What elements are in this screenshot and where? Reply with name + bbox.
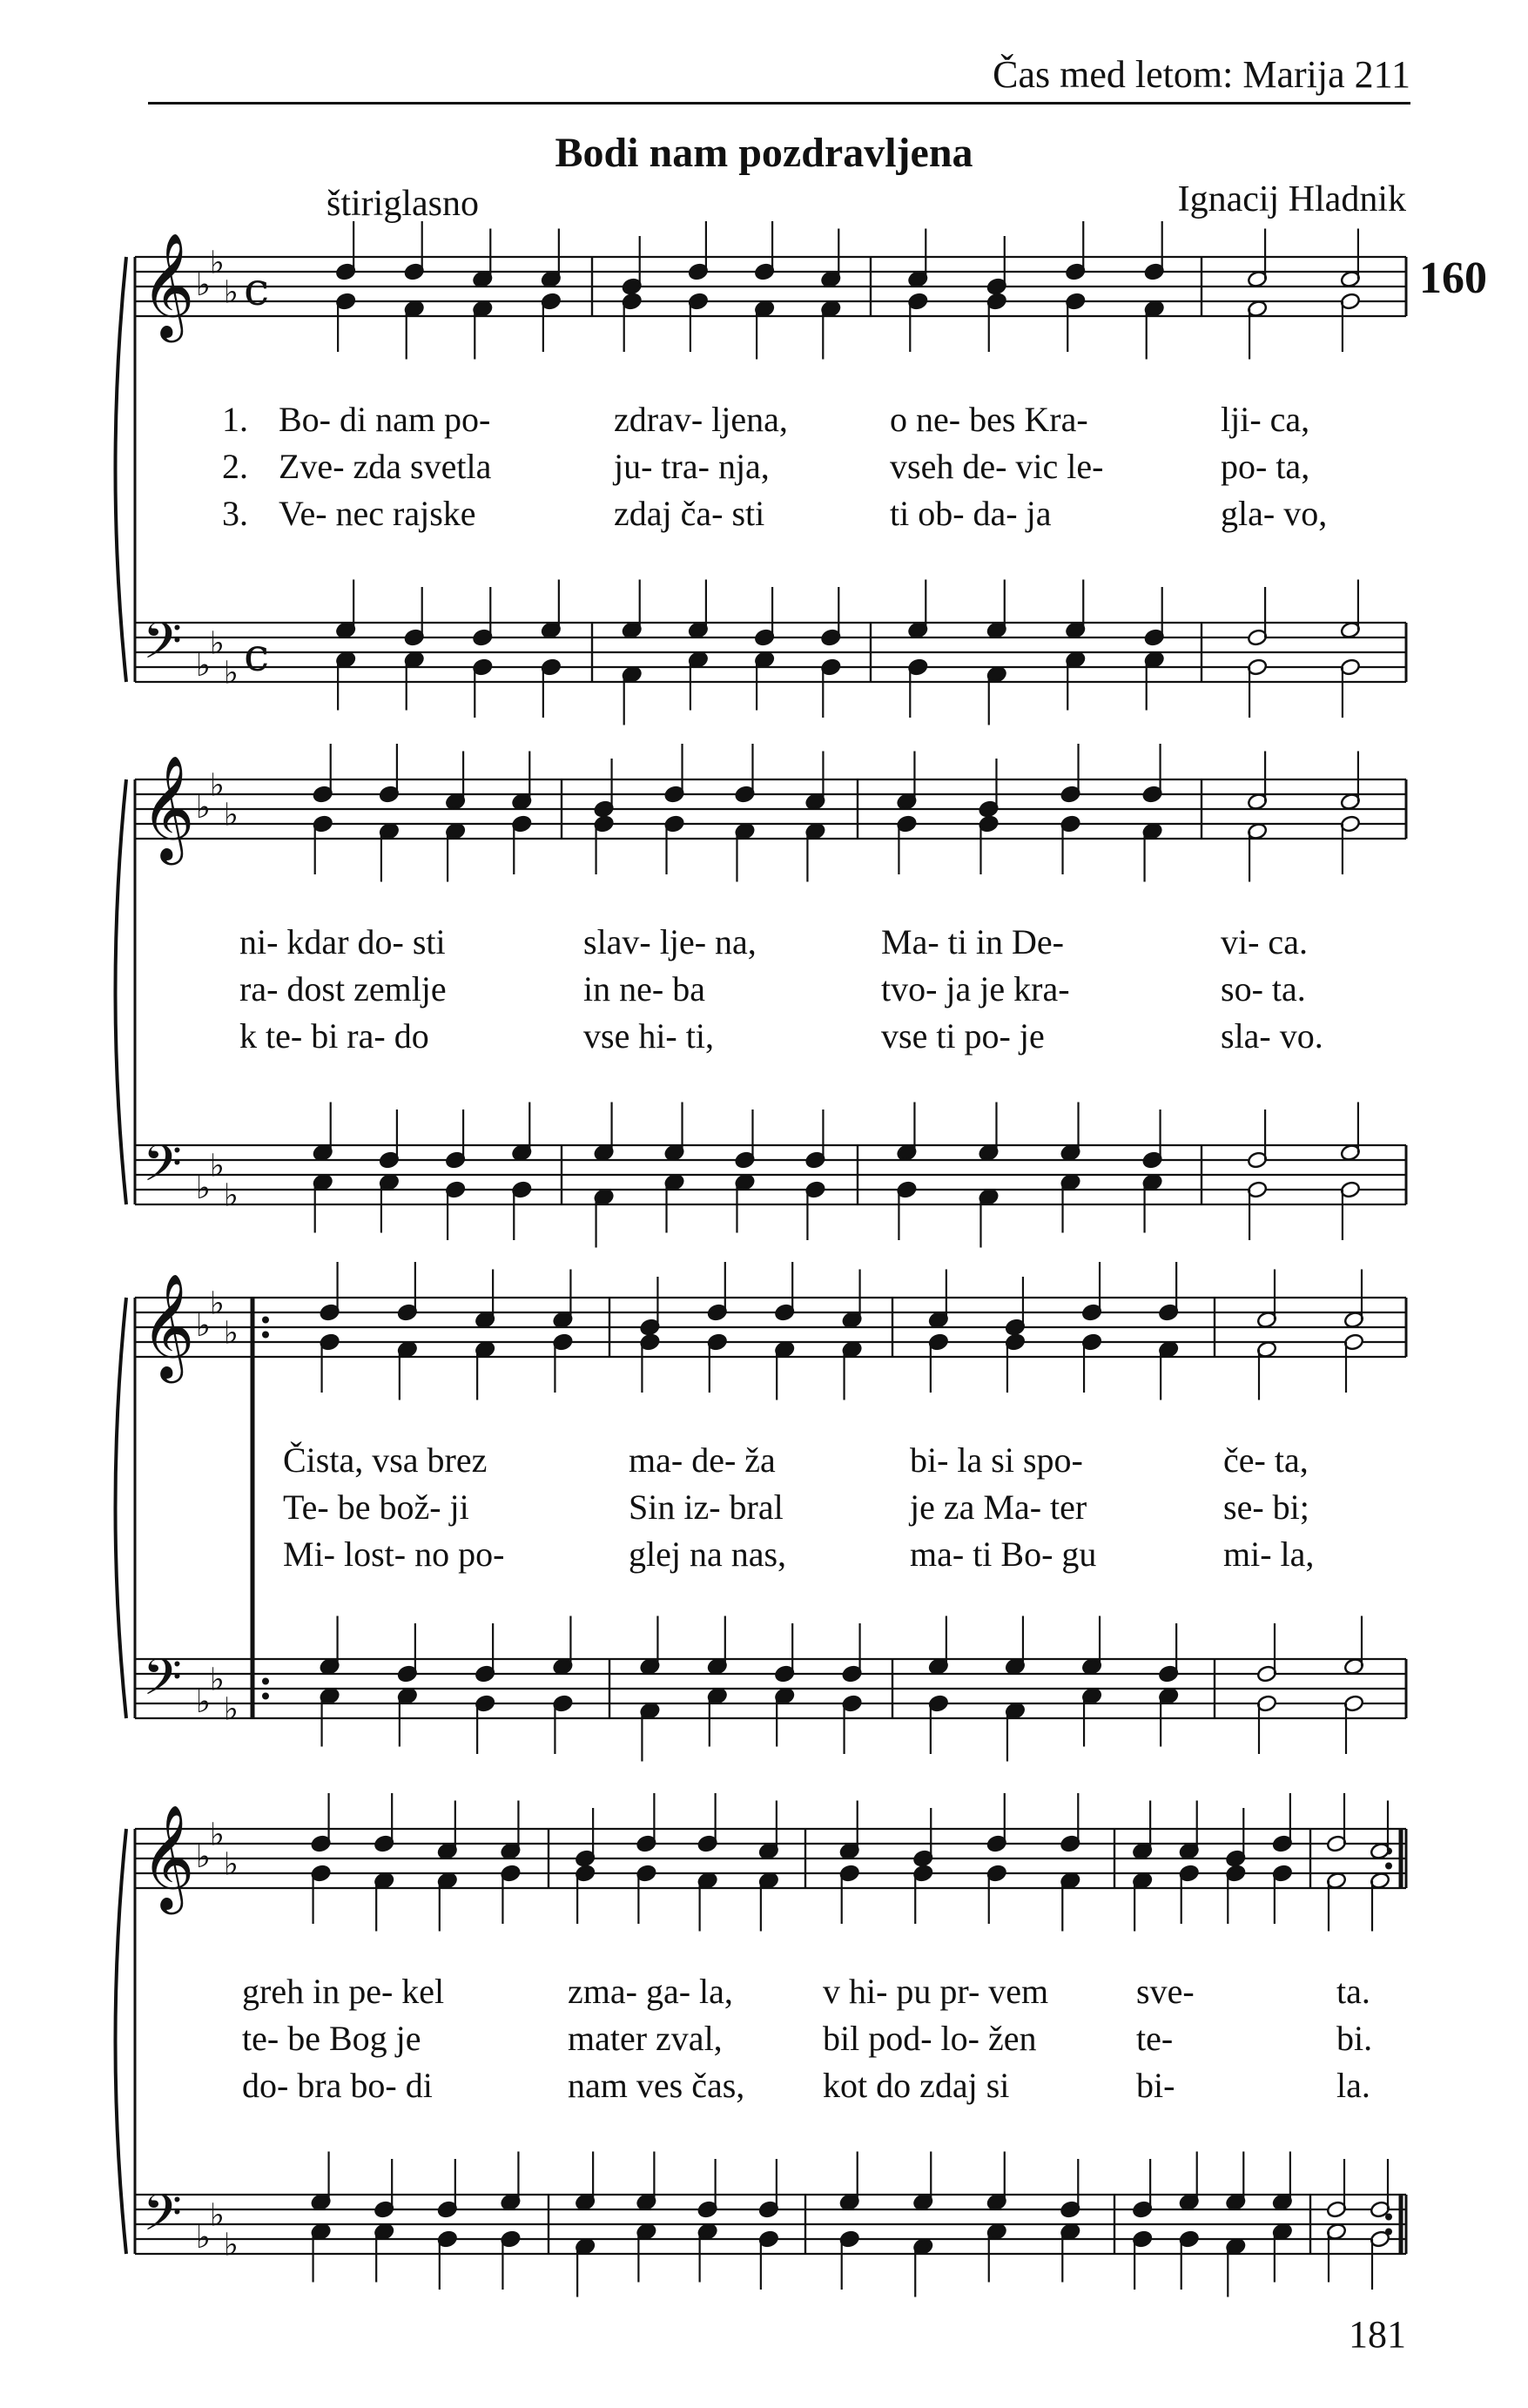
lyric-line: greh in pe- kel bbox=[242, 1972, 445, 2011]
bass-clef-icon: 𝄢 bbox=[143, 611, 183, 683]
lyric-line: Ma- ti in De- bbox=[881, 922, 1064, 961]
lyric-line: bi. bbox=[1336, 2019, 1373, 2058]
lyric-line: po- ta, bbox=[1221, 447, 1310, 486]
running-title: Čas med letom: Marija 211 bbox=[993, 53, 1410, 96]
lyric-line: vse ti po- je bbox=[881, 1016, 1045, 1056]
lyric-line: tvo- ja je kra- bbox=[881, 969, 1070, 1008]
lyric-line: zdrav- ljena, bbox=[614, 400, 788, 439]
lyric-line: ta. bbox=[1336, 1972, 1370, 2011]
lyric-line: Te- be bož- ji bbox=[283, 1487, 469, 1527]
lyric-line: Čista, vsa brez bbox=[283, 1440, 488, 1480]
flat-sign: ♭ bbox=[224, 1315, 239, 1352]
lyric-line: kot do zdaj si bbox=[823, 2066, 1010, 2105]
hymn-number: 160 bbox=[1419, 253, 1487, 303]
flat-sign: ♭ bbox=[210, 767, 225, 804]
lyric-line: so- ta. bbox=[1221, 969, 1306, 1008]
lyric-line: k te- bi ra- do bbox=[239, 1016, 429, 1056]
flat-sign: ♭ bbox=[196, 2220, 211, 2256]
lyric-line: ra- dost zemlje bbox=[239, 969, 447, 1008]
flat-sign: ♭ bbox=[196, 1684, 211, 1720]
flat-sign: ♭ bbox=[196, 1839, 211, 1875]
system-brace bbox=[116, 1829, 127, 2254]
lyric-line: bil pod- lo- žen bbox=[823, 2019, 1037, 2058]
flat-sign: ♭ bbox=[224, 274, 239, 311]
flat-sign: ♭ bbox=[210, 245, 225, 281]
flat-sign: ♭ bbox=[224, 1691, 239, 1728]
voicing-label: štiriglasno bbox=[326, 184, 479, 224]
lyrics-system3-measure1 bbox=[283, 1437, 504, 1578]
lyrics-system4-measure5 bbox=[1336, 1968, 1372, 2109]
lyric-line: vseh de- vic le- bbox=[890, 447, 1104, 486]
flat-sign: ♭ bbox=[224, 2227, 239, 2263]
lyrics-system2-measure2 bbox=[583, 919, 757, 1060]
lyric-line: lji- ca, bbox=[1221, 400, 1310, 439]
flat-sign: ♭ bbox=[196, 648, 211, 684]
lyric-line: sve- bbox=[1136, 1972, 1195, 2011]
lyric-line: se- bi; bbox=[1223, 1487, 1309, 1527]
flat-sign: ♭ bbox=[224, 797, 239, 833]
hymn-title: Bodi nam pozdravljena bbox=[555, 130, 973, 176]
flat-sign: ♭ bbox=[196, 790, 211, 826]
lyric-line: bi- la si spo- bbox=[910, 1440, 1083, 1480]
lyric-line: gla- vo, bbox=[1221, 494, 1328, 533]
lyric-line: glej na nas, bbox=[629, 1535, 787, 1574]
lyric-line: te- bbox=[1136, 2019, 1174, 2058]
lyric-line: ni- kdar do- sti bbox=[239, 922, 446, 961]
lyric-line: sla- vo. bbox=[1221, 1016, 1323, 1056]
lyric-line: te- be Bog je bbox=[242, 2019, 421, 2058]
treble-clef-icon: 𝄞 bbox=[141, 1804, 195, 1910]
lyric-line: v hi- pu pr- vem bbox=[823, 1972, 1049, 2011]
lyric-line: vse hi- ti, bbox=[583, 1016, 714, 1056]
treble-clef-icon: 𝄞 bbox=[141, 232, 195, 338]
lyrics-system1-measure1 bbox=[279, 396, 491, 537]
flat-sign: ♭ bbox=[210, 625, 225, 662]
flat-sign: ♭ bbox=[210, 2197, 225, 2234]
lyrics-system3-measure3 bbox=[910, 1437, 1096, 1578]
verse-number: 1. bbox=[222, 400, 248, 439]
system-brace bbox=[116, 257, 127, 682]
lyrics-system3-measure2 bbox=[629, 1437, 786, 1578]
flat-sign: ♭ bbox=[210, 1662, 225, 1698]
bass-clef-icon: 𝄢 bbox=[143, 1648, 183, 1719]
lyric-line: ju- tra- nja, bbox=[614, 447, 770, 486]
repeat-dot bbox=[262, 1693, 269, 1700]
lyric-line: Mi- lost- no po- bbox=[283, 1535, 505, 1574]
repeat-dot bbox=[262, 1332, 269, 1339]
lyric-line: mi- la, bbox=[1223, 1535, 1315, 1574]
lyrics-system4-measure2 bbox=[568, 1968, 744, 2109]
flat-sign: ♭ bbox=[210, 1148, 225, 1184]
lyric-line: zma- ga- la, bbox=[568, 1972, 733, 2011]
system-brace bbox=[116, 1298, 127, 1718]
page-number: 181 bbox=[1349, 2313, 1406, 2356]
lyric-line: mater zval, bbox=[568, 2019, 723, 2058]
lyric-line: ma- ti Bo- gu bbox=[910, 1535, 1097, 1574]
lyric-line: ti ob- da- ja bbox=[890, 494, 1052, 533]
lyrics-system4-measure3 bbox=[823, 1968, 1048, 2109]
lyric-line: o ne- bes Kra- bbox=[890, 400, 1088, 439]
lyric-line: Bo- di nam po- bbox=[279, 400, 491, 439]
treble-clef-icon: 𝄞 bbox=[141, 754, 195, 860]
lyrics-system2-measure4 bbox=[1221, 919, 1323, 1060]
lyric-line: Sin iz- bral bbox=[629, 1487, 784, 1527]
lyric-line: je za Ma- ter bbox=[910, 1487, 1087, 1527]
lyrics-system1-measure3 bbox=[890, 396, 1103, 537]
bass-clef-icon: 𝄢 bbox=[143, 2183, 183, 2255]
treble-clef-icon: 𝄞 bbox=[141, 1272, 195, 1379]
lyric-line: če- ta, bbox=[1223, 1440, 1309, 1480]
lyric-line: ma- de- ža bbox=[629, 1440, 776, 1480]
lyric-line: nam ves čas, bbox=[568, 2066, 745, 2105]
flat-sign: ♭ bbox=[196, 267, 211, 303]
system-brace bbox=[116, 779, 127, 1204]
lyrics-system3-measure4 bbox=[1223, 1437, 1314, 1578]
lyric-line: bi- bbox=[1136, 2066, 1175, 2105]
flat-sign: ♭ bbox=[196, 1308, 211, 1344]
flat-sign: ♭ bbox=[210, 1285, 225, 1322]
flat-sign: ♭ bbox=[196, 1170, 211, 1206]
lyric-line: in ne- ba bbox=[583, 969, 705, 1008]
repeat-dot bbox=[262, 1317, 269, 1324]
flat-sign: ♭ bbox=[224, 655, 239, 691]
lyrics-system4-measure4 bbox=[1136, 1968, 1195, 2109]
flat-sign: ♭ bbox=[224, 1177, 239, 1214]
bass-clef-icon: 𝄢 bbox=[143, 1134, 183, 1205]
repeat-dot bbox=[1385, 1863, 1392, 1870]
verse-number: 2. bbox=[222, 447, 248, 486]
lyrics-system1-measure4 bbox=[1221, 396, 1327, 537]
lyric-line: vi- ca. bbox=[1221, 922, 1308, 961]
flat-sign: ♭ bbox=[210, 1817, 225, 1853]
lyrics-system1-measure2 bbox=[614, 396, 788, 537]
flat-sign: ♭ bbox=[224, 1846, 239, 1883]
lyric-line: la. bbox=[1336, 2066, 1370, 2105]
verse-number: 3. bbox=[222, 494, 248, 533]
lyrics-system2-measure3 bbox=[881, 919, 1070, 1060]
lyrics-system4-measure1 bbox=[242, 1968, 444, 2109]
verse-numbers bbox=[222, 396, 248, 537]
lyric-line: Zve- zda svetla bbox=[279, 447, 492, 486]
lyric-line: do- bra bo- di bbox=[242, 2066, 433, 2105]
common-time-sign: c bbox=[244, 264, 270, 316]
lyric-line: slav- lje- na, bbox=[583, 922, 757, 961]
composer-name: Ignacij Hladnik bbox=[1177, 179, 1406, 219]
lyric-line: zdaj ča- sti bbox=[614, 494, 765, 533]
lyrics-system2-measure1 bbox=[239, 919, 447, 1060]
repeat-dot bbox=[262, 1678, 269, 1685]
lyric-line: Ve- nec rajske bbox=[279, 494, 476, 533]
common-time-sign: c bbox=[244, 630, 270, 682]
